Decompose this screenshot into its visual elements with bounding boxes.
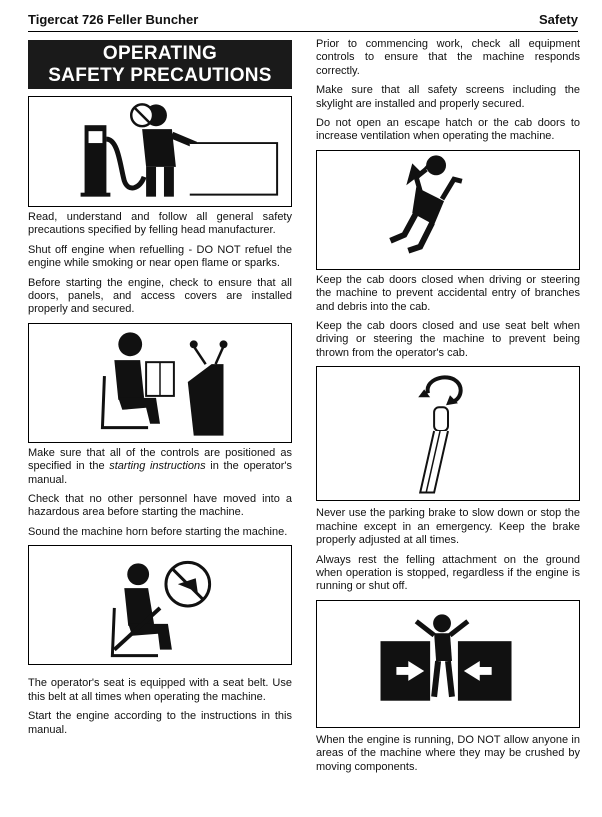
controls-paragraph: Make sure that all of the controls are positioned as specified in the starting instructions in the operator's manual.	[28, 446, 293, 486]
seat-belt-icon	[29, 546, 291, 664]
refuel-no-smoking-illustration	[28, 96, 292, 207]
parking-brake-paragraph: Never use the parking brake to slow down or stop the machine except in an emergency. Keep the brake properly adjusted at all times.	[316, 507, 580, 547]
seat-belt-paragraph: The operator's seat is equipped with a seat belt. Use this belt at all times when operating the machine.	[28, 677, 292, 703]
horn-paragraph: Sound the machine horn before starting the machine.	[28, 525, 288, 538]
crush-warning-paragraph: When the engine is running, DO NOT allow anyone in areas of the machine where they may be crushed by moving components.	[316, 733, 580, 773]
check-controls-paragraph: Prior to commencing work, check all equipment controls to ensure that the machine responds correctly.	[316, 38, 580, 77]
personnel-paragraph: Check that no other personnel have moved into a hazardous area before starting the machine.	[28, 493, 292, 519]
thrown-from-cab-illustration	[316, 150, 580, 270]
felling-attachment-paragraph: Always rest the felling attachment on the ground when operation is stopped, regardless if the engine is running or shut off.	[316, 553, 580, 593]
section-title: Safety	[538, 12, 578, 27]
parking-brake-illustration	[316, 366, 580, 501]
crush-hazard-illustration	[316, 600, 580, 728]
escape-hatch-paragraph: Do not open an escape hatch or the cab doors to increase ventilation when operating the machine.	[316, 117, 580, 143]
refuel-paragraph-3: Before starting the engine, check to ensure that all doors, panels, and access covers are installed properly and secured.	[28, 276, 292, 316]
refuel-icon	[29, 97, 291, 206]
cab-doors-paragraph-2: Keep the cab doors closed and use seat belt when driving or steering the machine to prevent being thrown from the operator's cab.	[316, 320, 580, 359]
start-engine-paragraph: Start the engine according to the instructions in this manual.	[28, 710, 292, 736]
safety-screens-paragraph: Make sure that all safety screens including the skylight are installed and properly secured.	[316, 84, 580, 110]
parking-brake-lever-icon	[317, 367, 579, 500]
refuel-paragraph-2: Shut off engine when refuelling - DO NOT refuel the engine while smoking or near open flame or sparks.	[28, 243, 292, 270]
banner-line-1: OPERATING	[102, 43, 218, 64]
starting-instructions-emphasis: starting instructions	[109, 460, 206, 473]
page-header	[28, 12, 578, 32]
operator-seated-icon	[29, 324, 291, 442]
refuel-paragraph-1: Read, understand and follow all general safety precautions specified by felling head manufacturer.	[28, 211, 292, 237]
crush-hazard-icon	[317, 601, 579, 727]
left-column	[28, 38, 292, 743]
operator-reading-manual-illustration	[28, 323, 292, 443]
seat-belt-illustration	[28, 545, 292, 665]
cab-doors-paragraph-1: Keep the cab doors closed when driving or steering the machine to prevent accidental entry of branches and debris into the cab.	[316, 273, 580, 313]
header-divider	[28, 31, 578, 32]
banner-line-2: SAFETY PRECAUTIONS	[48, 65, 272, 86]
right-column	[316, 38, 580, 780]
manual-title: Tigercat 726 Feller Buncher	[28, 12, 199, 27]
falling-person-icon	[317, 151, 579, 269]
section-banner	[28, 40, 292, 89]
